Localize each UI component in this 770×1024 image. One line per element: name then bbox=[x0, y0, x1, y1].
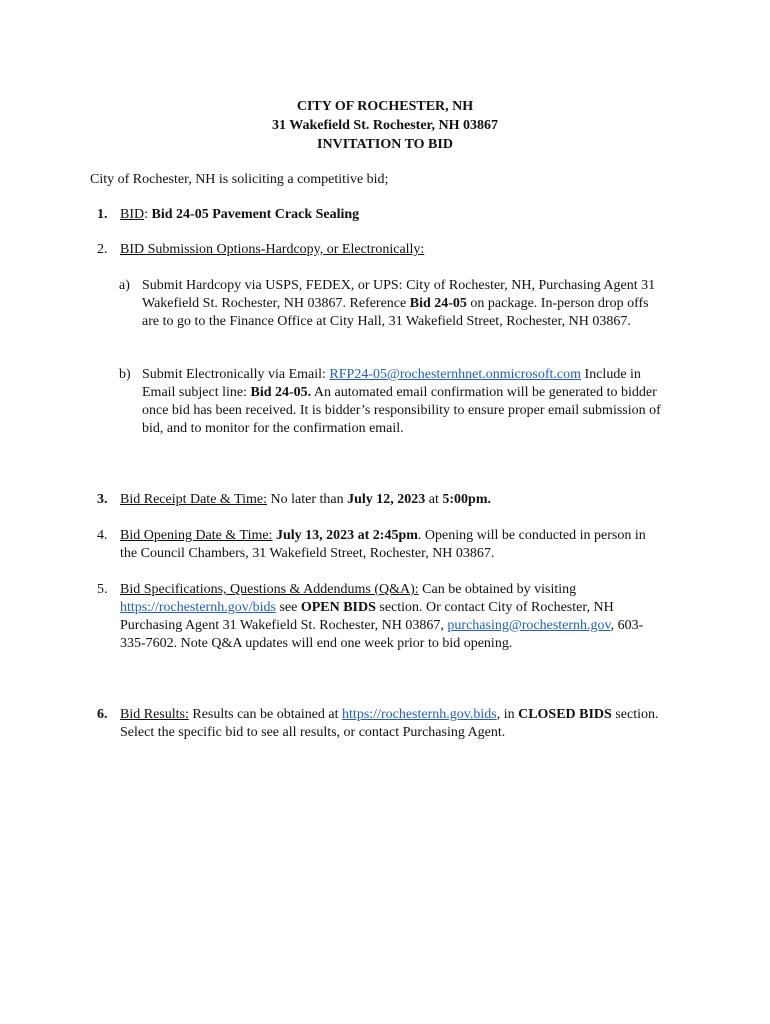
bid-title: Bid 24-05 Pavement Crack Sealing bbox=[151, 207, 360, 222]
sub-letter: b) bbox=[119, 367, 131, 382]
item-label: Bid Opening Date & Time: bbox=[120, 528, 273, 543]
intro-text: City of Rochester, NH is soliciting a competitive bid; bbox=[90, 172, 389, 187]
item-number: 5. bbox=[97, 582, 108, 597]
email-link[interactable]: RFP24-05@rochesternhnet.onmicrosoft.com bbox=[329, 367, 582, 382]
item-label: Bid Results: bbox=[120, 707, 189, 722]
item-bid: 1. BID: Bid 24-05 Pavement Crack Sealing bbox=[97, 207, 360, 222]
document-header bbox=[0, 97, 770, 154]
item-number: 4. bbox=[97, 528, 108, 543]
header-title: INVITATION TO BID bbox=[317, 137, 453, 152]
item-label: BID bbox=[120, 207, 145, 222]
item-submission-options bbox=[97, 241, 665, 259]
item-number: 1. bbox=[97, 207, 108, 222]
purchasing-email-link[interactable]: purchasing@rochesternh.gov bbox=[447, 618, 611, 633]
header-address: 31 Wakefield St. Rochester, NH 03867 bbox=[272, 118, 498, 133]
results-link[interactable]: https://rochesternh.gov.bids bbox=[342, 707, 497, 722]
sub-item-electronic: b) Submit Electronically via Email: RFP24-05@rochesternhnet.onmicrosoft.com Include in Email subject line: Bid 24-05. An automated email confirmation will be generated to bidder once bid has been received. It is bidder’s responsibility to ensure proper email submission of bid, and to monitor for the confirmation email. bbox=[119, 367, 661, 436]
item-number: 6. bbox=[97, 707, 108, 722]
item-label: BID Submission Options-Hardcopy, or Electronically: bbox=[120, 242, 425, 257]
item-results: 6. Bid Results: Results can be obtained at https://rochesternh.gov.bids, in CLOSED BIDS section. Select the specific bid to see all results, or contact Purchasing Agent. bbox=[97, 707, 659, 740]
item-number: 2. bbox=[97, 242, 108, 257]
item-label: Bid Specifications, Questions & Addendums (Q&A): bbox=[120, 582, 419, 597]
item-receipt-date: 3. Bid Receipt Date & Time: No later than July 12, 2023 at 5:00pm. bbox=[97, 492, 492, 507]
header-city: CITY OF ROCHESTER, NH bbox=[296, 99, 474, 114]
item-specifications: 5. Bid Specifications, Questions & Addendums (Q&A): Can be obtained by visiting https://rochesternh.gov/bids see OPEN BIDS section. Or contact City of Rochester, NH Purchasing Agent 31 Wakefield St. Rochester, NH 03867, purchasing@rochesternh.gov, 603-335-7602. Note Q&A updates will end one week prior to bid opening. bbox=[97, 582, 644, 651]
sub-item-hardcopy: a) Submit Hardcopy via USPS, FEDEX, or UPS: City of Rochester, NH, Purchasing Agent 31 Wakefield St. Rochester, NH 03867. Reference Bid 24-05 on package. In-person drop offs are to go to the Finance Office at City Hall, 31 Wakefield Street, Rochester, NH 03867. bbox=[119, 278, 656, 329]
item-number: 3. bbox=[97, 492, 108, 507]
item-opening-date: 4. Bid Opening Date & Time: July 13, 2023 at 2:45pm. Opening will be conducted in person in the Council Chambers, 31 Wakefield Street, Rochester, NH 03867. bbox=[97, 528, 646, 561]
bids-link[interactable]: https://rochesternh.gov/bids bbox=[120, 600, 276, 615]
item-label: Bid Receipt Date & Time: bbox=[120, 492, 267, 507]
sub-letter: a) bbox=[119, 278, 130, 293]
